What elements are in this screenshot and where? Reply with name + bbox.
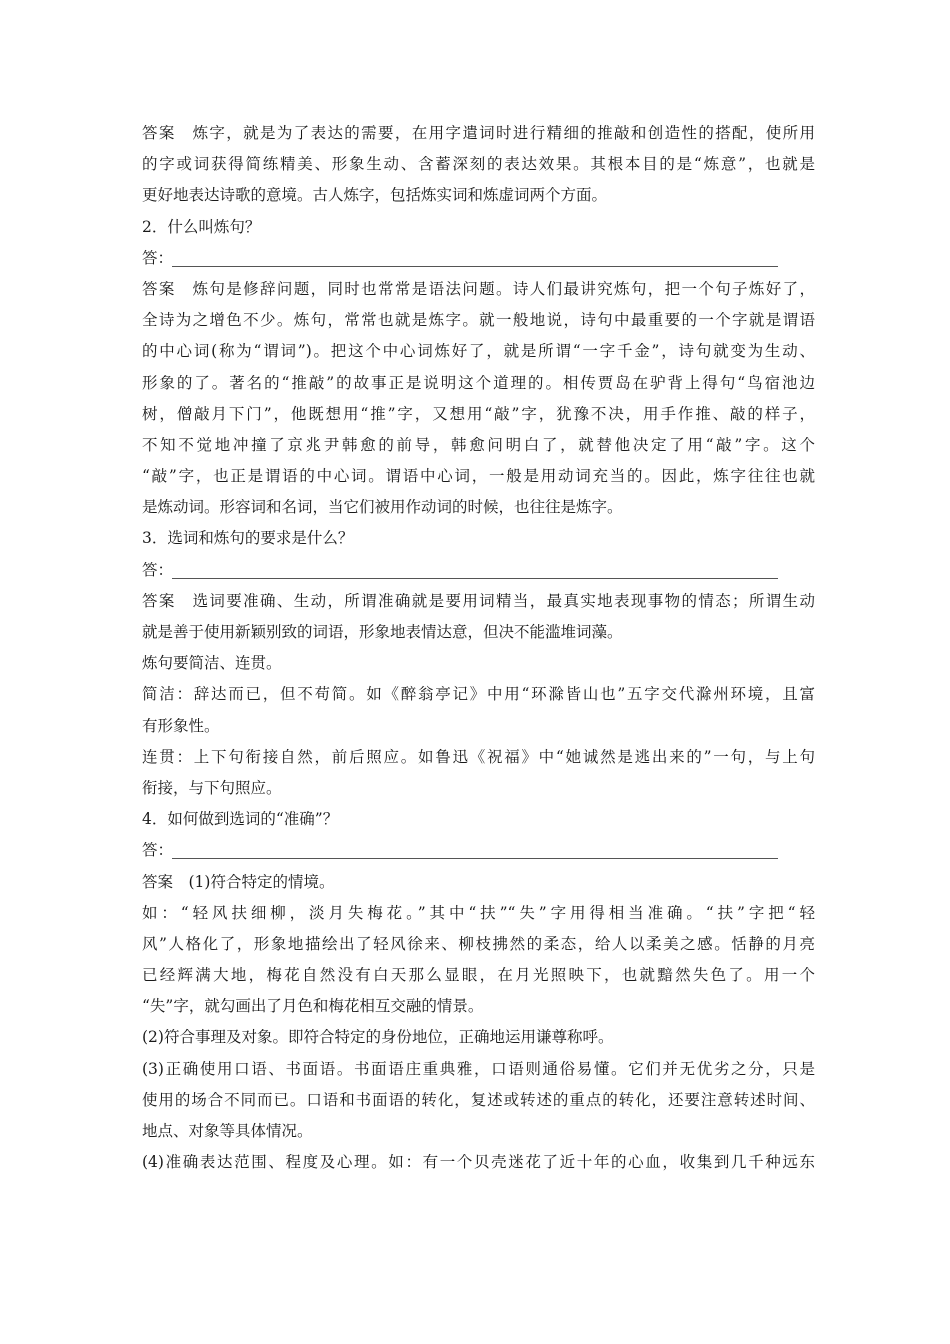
text-line: 使用的场合不同而已。口语和书面语的转化，复述或转述的重点的转化，还要注意转述时间、 (142, 1090, 815, 1109)
document-body (142, 118, 815, 1178)
text-line: 答案 选词要准确、生动，所谓准确就是要用词精当，最真实地表现事物的情态；所谓生动 (142, 591, 815, 610)
text-line: 炼句要简洁、连贯。 (142, 654, 282, 673)
text-line: 2．什么叫炼句？ (142, 217, 261, 236)
text-line: 风”人格化了，形象地描绘出了轻风徐来、柳枝拂然的柔态，给人以柔美之感。恬静的月亮 (142, 934, 815, 953)
answer-blank-line (142, 243, 815, 274)
answer-label: 答： (142, 841, 174, 860)
answer-underline (172, 858, 778, 859)
answer-underline (172, 266, 778, 267)
text-line: (3)正确使用口语、书面语。书面语庄重典雅，口语则通俗易懂。它们并无优劣之分，只是 (142, 1059, 815, 1078)
text-line: 地点、对象等具体情况。 (142, 1122, 313, 1140)
text-line: 是炼动词。形容词和名词，当它们被用作动词的时候，也往往是炼字。 (142, 498, 623, 517)
text-line: 如：“轻风扶细柳，淡月失梅花。”其中“扶”“失”字用得相当准确。“扶”字把“轻 (142, 903, 815, 922)
text-line: 简洁：辞达而已，但不苟简。如《醉翁亭记》中用“环滁皆山也”五字交代滁州环境，且富 (142, 685, 815, 704)
answer-underline (172, 578, 778, 579)
text-line: 的中心词(称为“谓词”)。把这个中心词炼好了，就是所谓“一字千金”，诗句就变为生动、 (142, 342, 815, 361)
text-line: 就是善于使用新颖别致的词语，形象地表情达意，但决不能滥堆词藻。 (142, 623, 623, 641)
answer-label: 答： (142, 560, 174, 579)
answer-label: 答： (142, 248, 174, 267)
text-line: 不知不觉地冲撞了京兆尹韩愈的前导，韩愈问明白了，就替他决定了用“敲”字。这个 (142, 435, 815, 454)
text-line: 衔接，与下句照应。 (142, 778, 282, 797)
text-line: 已经辉满大地，梅花自然没有白天那么显眼，在月光照映下，也就黯然失色了。用一个 (142, 966, 815, 985)
text-line: (4)准确表达范围、程度及心理。如：有一个贝壳迷花了近十年的心血，收集到几千种远东 (142, 1153, 815, 1172)
text-line: 的字或词获得简练精美、形象生动、含蓄深刻的表达效果。其根本目的是“炼意”，也就是 (142, 155, 815, 174)
text-line: 全诗为之增色不少。炼句，常常也就是炼字。就一般地说，诗句中最重要的一个字就是谓语 (142, 311, 815, 330)
answer-blank-line (142, 835, 815, 866)
text-line: 更好地表达诗歌的意境。古人炼字，包括炼实词和炼虚词两个方面。 (142, 186, 608, 205)
text-line: “失”字，就勾画出了月色和梅花相互交融的情景。 (142, 997, 484, 1016)
text-line: 有形象性。 (142, 716, 220, 735)
text-line: (2)符合事理及对象。即符合特定的身份地位，正确地运用谦尊称呼。 (142, 1028, 614, 1047)
answer-blank-line (142, 555, 815, 586)
text-line: 4．如何做到选词的“准确”？ (142, 810, 339, 829)
text-line: “敲”字，也正是谓语的中心词。谓语中心词，一般是用动词充当的。因此，炼字往往也就 (142, 467, 815, 486)
text-line: 答案 炼句是修辞问题，同时也常常是语法问题。诗人们最讲究炼句，把一个句子炼好了， (142, 279, 815, 298)
text-line: 答案 (1)符合特定的情境。 (142, 872, 335, 891)
text-line: 形象的了。著名的“推敲”的故事正是说明这个道理的。相传贾岛在驴背上得句“鸟宿池边 (142, 373, 815, 392)
text-line: 3．选词和炼句的要求是什么？ (142, 529, 354, 548)
text-line: 连贯：上下句衔接自然，前后照应。如鲁迅《祝福》中“她诚然是逃出来的”一句，与上句 (142, 747, 815, 766)
text-line: 答案 炼字，就是为了表达的需要，在用字遣词时进行精细的推敲和创造性的搭配，使所用 (142, 124, 815, 142)
text-line: 树，僧敲月下门”，他既想用“推”字，又想用“敲”字，犹豫不决，用手作推、敲的样子， (142, 404, 815, 423)
